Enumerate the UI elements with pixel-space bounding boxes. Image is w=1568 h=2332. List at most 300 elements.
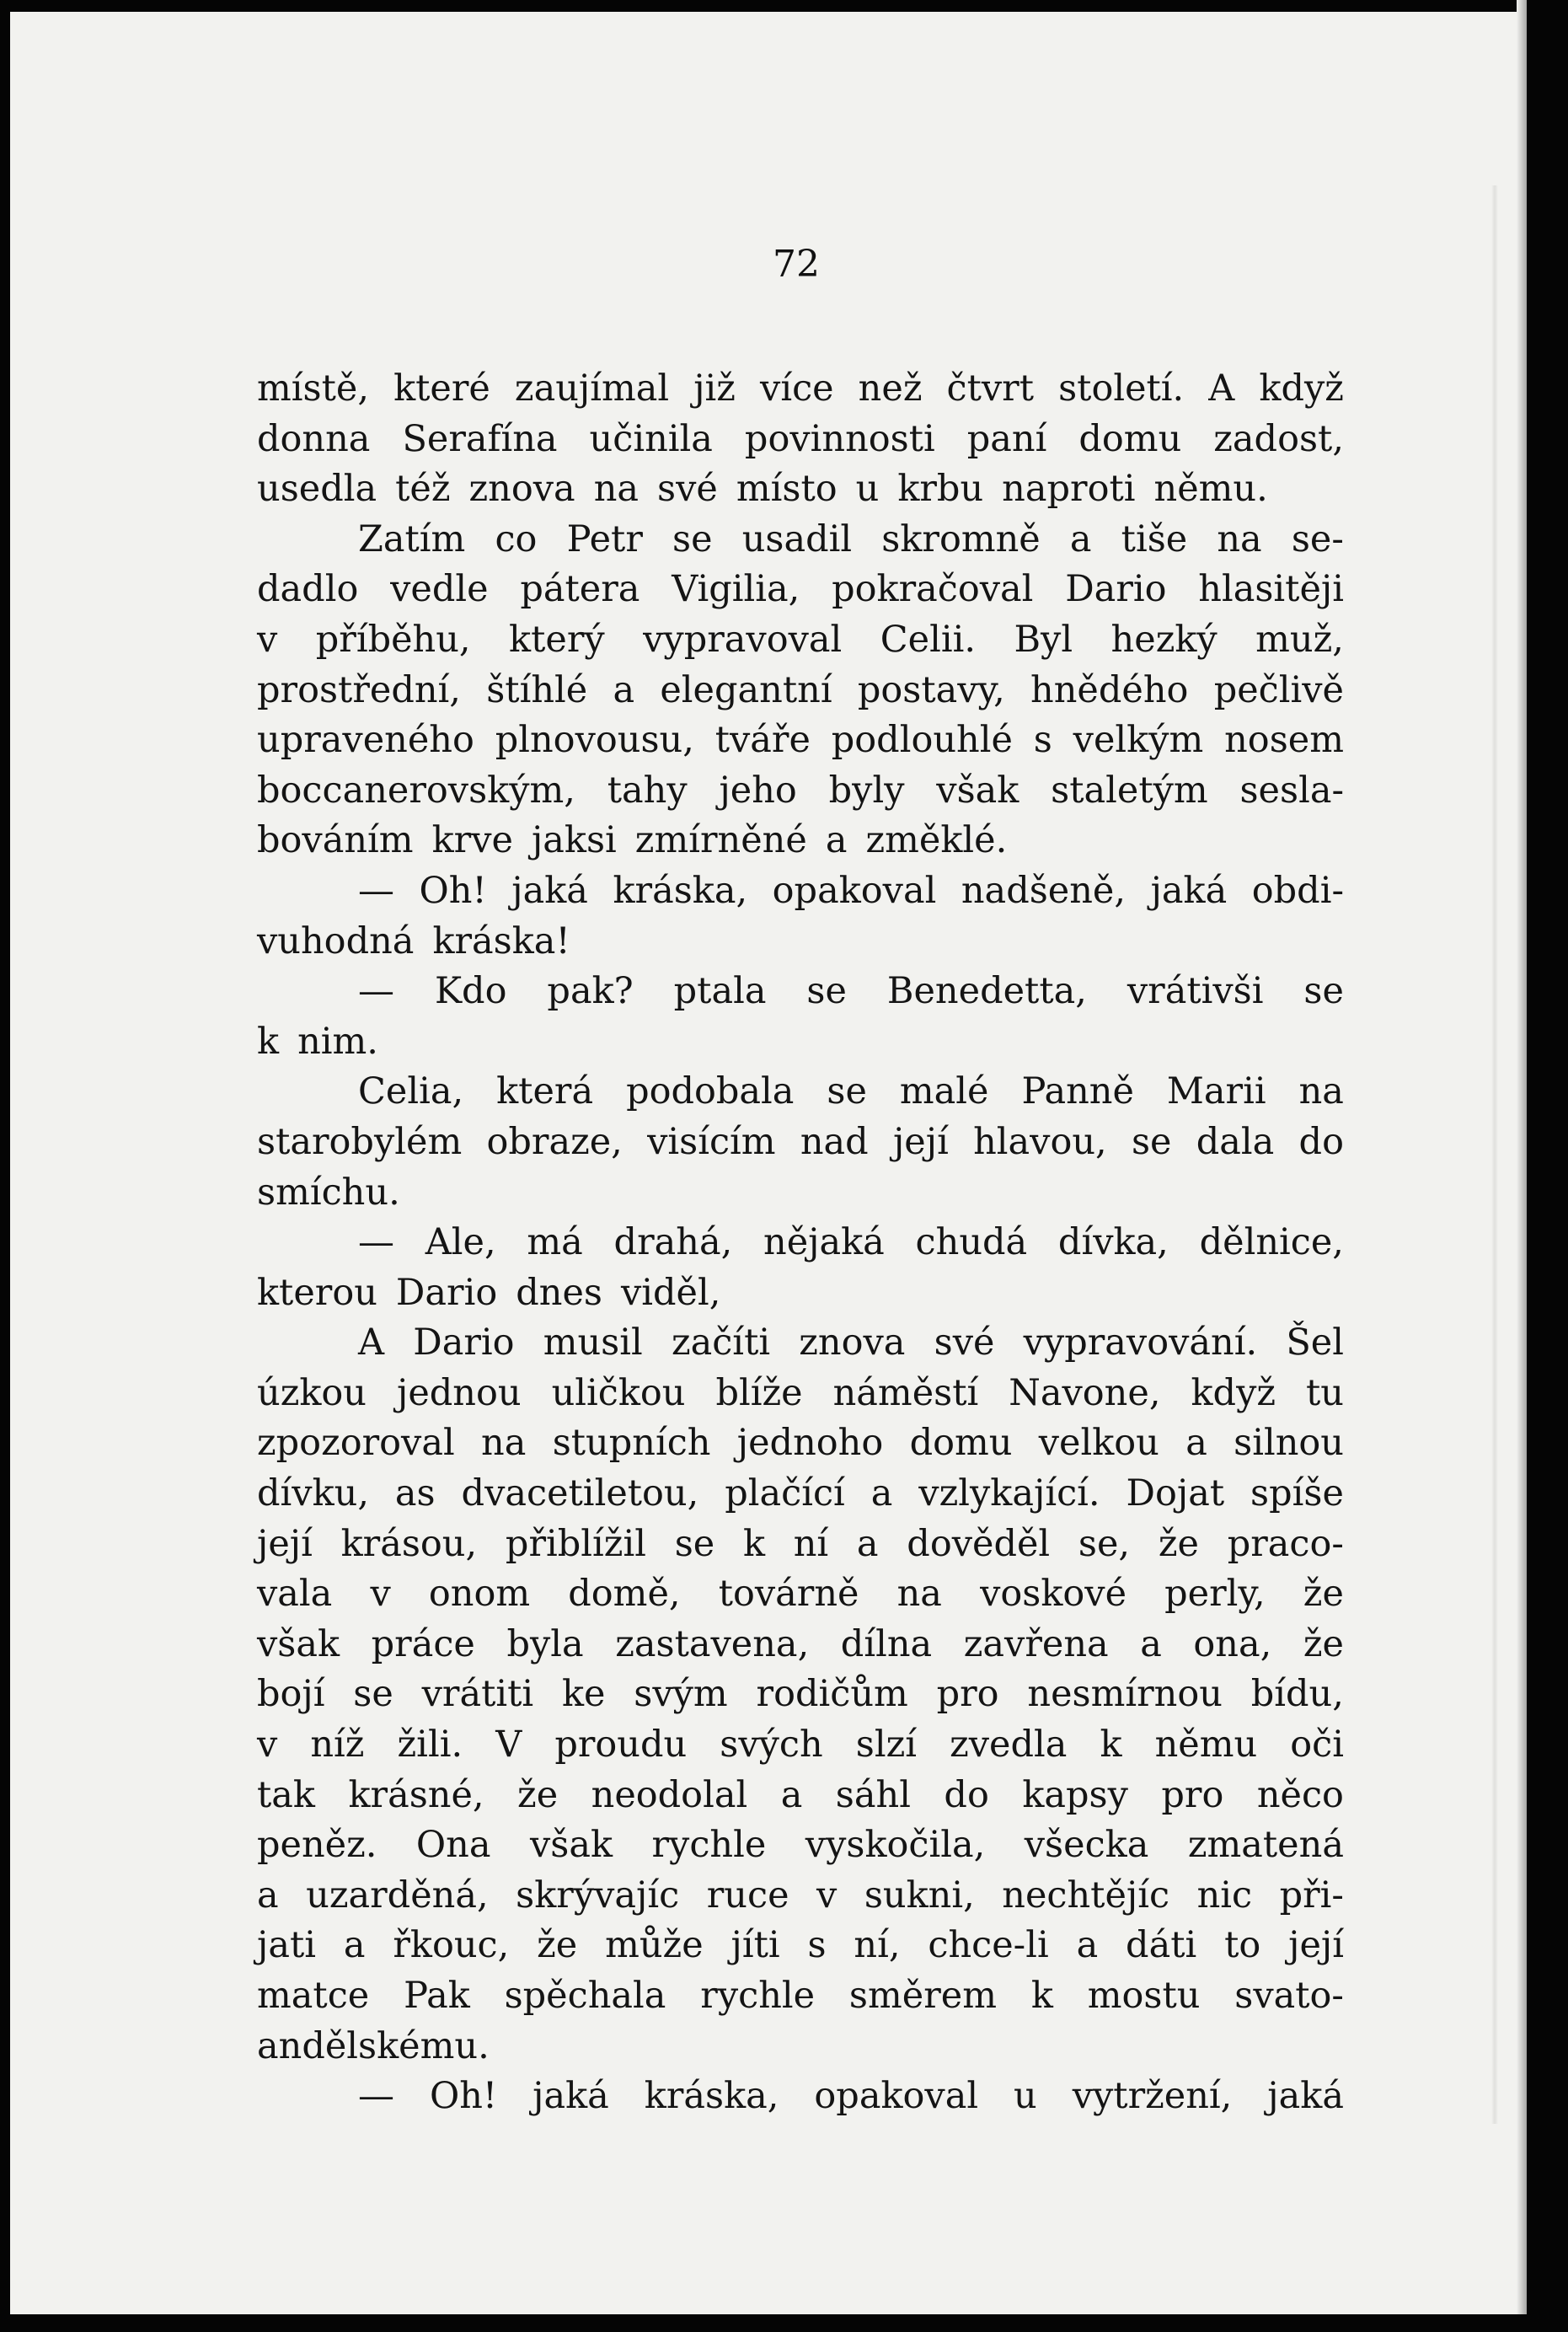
word: na <box>1217 517 1262 560</box>
word: se <box>827 1070 867 1113</box>
word: kapsy <box>1022 1773 1128 1816</box>
word: a <box>1069 517 1092 560</box>
word: velkou <box>1038 1422 1159 1465</box>
word: zastavena, <box>615 1622 810 1665</box>
word: zavřena <box>963 1622 1109 1665</box>
word: podobala <box>626 1070 795 1113</box>
scan-border-left <box>0 0 10 2332</box>
word: a <box>780 1773 803 1816</box>
word: níž <box>310 1724 365 1766</box>
word: jaksi <box>531 819 617 862</box>
word: a <box>856 1522 879 1565</box>
word: Serafína <box>402 417 558 460</box>
word: ní, <box>854 1924 901 1967</box>
word: krásné, <box>348 1773 484 1816</box>
word: dívku, <box>257 1472 369 1515</box>
word: která <box>496 1070 594 1113</box>
word: Dojat <box>1126 1472 1225 1515</box>
text-line <box>257 1820 1344 1871</box>
word: hlasitěji <box>1198 568 1344 611</box>
word: nějaká <box>763 1221 885 1264</box>
page-fold-shadow <box>1491 185 1498 2124</box>
word: všecka <box>1024 1824 1149 1867</box>
word: Benedetta, <box>886 970 1087 1013</box>
text-line <box>257 1369 1344 1419</box>
word: žili. <box>397 1724 463 1766</box>
word: vuhodná <box>257 919 415 962</box>
word: mostu <box>1087 1975 1201 2017</box>
word: sáhl <box>835 1773 911 1816</box>
word: vytržení, <box>1072 2075 1233 2118</box>
word: starobylém <box>257 1120 463 1163</box>
word: domě, <box>568 1573 681 1616</box>
word: místo <box>736 468 838 511</box>
word: ruce <box>706 1874 789 1917</box>
word: ke <box>561 1673 606 1716</box>
word: ní <box>793 1522 829 1565</box>
text-line <box>257 1118 1344 1168</box>
word: práce <box>371 1622 475 1665</box>
text-line <box>257 716 1344 766</box>
word: že <box>1303 1622 1344 1665</box>
word: a <box>257 1874 279 1917</box>
word: dvacetiletou, <box>461 1472 699 1515</box>
word: uzarděná, <box>306 1874 489 1917</box>
word: Celii. <box>880 618 977 661</box>
word: rychle <box>700 1975 816 2017</box>
word: více <box>760 367 834 410</box>
word: dělnice, <box>1199 1221 1344 1264</box>
word: spíše <box>1250 1472 1344 1515</box>
word: Oh! <box>429 2075 498 2118</box>
word: ona, <box>1193 1622 1272 1665</box>
word: nesmírnou <box>1027 1673 1223 1716</box>
text-line <box>257 2072 1344 2122</box>
text-line <box>257 1268 1344 1319</box>
word: viděl, <box>620 1271 721 1314</box>
text-line <box>257 565 1344 615</box>
page-number: 72 <box>773 243 820 286</box>
word: začíti <box>671 1321 771 1364</box>
word: jaká <box>511 869 588 912</box>
word: když <box>1259 367 1344 410</box>
word: visícím <box>647 1120 776 1163</box>
word: Vigilia, <box>672 568 800 611</box>
word: donna <box>257 417 371 460</box>
word: vzlykající. <box>918 1472 1100 1515</box>
word: náměstí <box>832 1371 979 1414</box>
word: Dario <box>395 1271 498 1314</box>
word: němu. <box>1153 468 1268 511</box>
word: přiblížil <box>505 1522 646 1565</box>
word: usadil <box>741 517 853 560</box>
word: však <box>257 1622 340 1665</box>
word: rychle <box>651 1824 767 1867</box>
word: malé <box>899 1070 989 1113</box>
word: němu <box>1154 1724 1258 1766</box>
word: dadlo <box>257 568 359 611</box>
word: velkým <box>1073 719 1204 762</box>
word: Pak <box>404 1975 470 2017</box>
word: dílna <box>840 1622 933 1665</box>
text-line <box>257 1871 1344 1922</box>
text-line <box>257 1168 1344 1219</box>
word: chudá <box>915 1221 1028 1264</box>
word: se, <box>1078 1522 1131 1565</box>
word: pátera <box>520 568 640 611</box>
scan-border-right <box>1527 0 1568 2332</box>
word: tiše <box>1121 517 1188 560</box>
word: jednou <box>396 1371 522 1414</box>
word: domu <box>1078 417 1182 460</box>
word: praco- <box>1227 1522 1344 1565</box>
word: vypravoval <box>643 618 843 661</box>
text-line <box>257 816 1344 866</box>
word: — <box>358 970 394 1013</box>
scan-border-bottom <box>0 2314 1568 2332</box>
text-line <box>257 666 1344 716</box>
word: staletým <box>1051 769 1208 812</box>
word: směrem <box>848 1975 997 2017</box>
word: Dario <box>1065 568 1167 611</box>
word: tahy <box>607 769 688 812</box>
text-line <box>257 464 1344 515</box>
word: bojí <box>257 1673 325 1716</box>
word: a <box>825 819 848 862</box>
word: nic <box>1196 1874 1253 1917</box>
word: který <box>509 618 605 661</box>
text-line <box>257 1620 1344 1670</box>
word: svých <box>720 1724 823 1766</box>
text-line <box>257 1218 1344 1268</box>
text-line <box>257 1067 1344 1118</box>
word: jaká <box>532 2075 609 2118</box>
word: ptala <box>673 970 767 1013</box>
word: silnou <box>1234 1422 1344 1465</box>
word: usedla <box>257 468 377 511</box>
word: obraze, <box>486 1120 623 1163</box>
word: elegantní <box>660 668 832 711</box>
word: kráska! <box>432 919 570 962</box>
word: proudu <box>554 1724 688 1766</box>
word: V <box>495 1724 522 1766</box>
word: se <box>353 1673 393 1716</box>
word: její <box>892 1120 949 1163</box>
word: Ona <box>415 1824 491 1867</box>
text-line <box>257 866 1344 917</box>
text-line <box>257 1720 1344 1771</box>
word: že <box>537 1924 578 1967</box>
text-line <box>257 1520 1344 1570</box>
word: zmírněné <box>634 819 807 862</box>
word: a <box>343 1924 366 1967</box>
word: pečlivě <box>1213 668 1344 711</box>
word: zvedla <box>950 1724 1068 1766</box>
word: vrátivši <box>1126 970 1264 1013</box>
word: své <box>934 1321 995 1364</box>
word: tu <box>1306 1371 1344 1414</box>
word: svým <box>634 1673 728 1716</box>
word: smíchu. <box>257 1171 400 1214</box>
word: to <box>1224 1924 1261 1967</box>
word: uličkou <box>551 1371 686 1414</box>
word: chce-li <box>928 1924 1049 1967</box>
word: boccanerovským, <box>257 769 575 812</box>
word: neodolal <box>591 1773 748 1816</box>
word: hlavou, <box>973 1120 1107 1163</box>
word: však <box>936 769 1019 812</box>
word: se <box>672 517 713 560</box>
word: Navone, <box>1009 1371 1161 1414</box>
word: nadšeně, <box>961 869 1126 912</box>
word: krbu <box>897 468 984 511</box>
word: kterou <box>257 1271 377 1314</box>
word: byly <box>828 769 905 812</box>
word: tváře <box>714 719 811 762</box>
word: své <box>657 468 718 511</box>
word: s <box>807 1924 827 1967</box>
word: skromně <box>881 517 1041 560</box>
word: slzí <box>855 1724 917 1766</box>
word: A <box>1208 367 1235 410</box>
word: jeho <box>719 769 797 812</box>
word: plačící <box>725 1472 845 1515</box>
word: bídu, <box>1250 1673 1344 1716</box>
word: do <box>944 1773 989 1816</box>
word: andělskému. <box>257 2024 490 2067</box>
text-line <box>257 415 1344 465</box>
word: voskové <box>980 1573 1127 1616</box>
word: Byl <box>1014 618 1073 661</box>
text-line <box>257 1670 1344 1720</box>
word: k <box>1030 1975 1053 2017</box>
word: továrně <box>718 1573 859 1616</box>
word: rodičům <box>756 1673 908 1716</box>
word: její <box>1288 1924 1344 1967</box>
word: musil <box>543 1321 643 1364</box>
word: Oh! <box>419 869 487 912</box>
word: dáti <box>1126 1924 1197 1967</box>
word: krve <box>431 819 513 862</box>
word: jednoho <box>736 1422 884 1465</box>
word: zpozoroval <box>257 1422 455 1465</box>
word: postavy, <box>857 668 1005 711</box>
word: Petr <box>566 517 643 560</box>
word: vyskočila, <box>805 1824 986 1867</box>
word: jaká <box>1150 869 1228 912</box>
word: pak? <box>547 970 634 1013</box>
text-line <box>257 364 1344 415</box>
text-line <box>257 515 1344 566</box>
word: však <box>529 1824 613 1867</box>
word: nad <box>800 1120 869 1163</box>
word: skrývajíc <box>516 1874 680 1917</box>
word: vrátiti <box>421 1673 534 1716</box>
word: pokračoval <box>832 568 1034 611</box>
word: sukni, <box>864 1874 975 1917</box>
word: jíti <box>730 1924 780 1967</box>
word: naproti <box>1002 468 1136 511</box>
word: v <box>257 618 278 661</box>
word: stupních <box>552 1422 711 1465</box>
word: dívka, <box>1057 1221 1169 1264</box>
word: kráska, <box>644 2075 779 2118</box>
text-line <box>257 1771 1344 1821</box>
word: století. <box>1058 367 1185 410</box>
word: v <box>370 1573 391 1616</box>
word: v <box>816 1874 838 1917</box>
word: Zatím <box>358 517 466 560</box>
word: Šel <box>1286 1321 1344 1364</box>
word: opakoval <box>772 869 937 912</box>
word: s <box>1033 719 1052 762</box>
word: prostřední, <box>257 668 461 711</box>
word: jaká <box>1267 2075 1344 2118</box>
word: matce <box>257 1975 370 2017</box>
word: na <box>896 1573 942 1616</box>
word: k <box>742 1522 765 1565</box>
text-line <box>257 2022 1344 2072</box>
word: na <box>1298 1070 1344 1113</box>
word: než <box>858 367 923 410</box>
text-line <box>257 1921 1344 1971</box>
word: znova <box>468 468 575 511</box>
word: — <box>358 2075 394 2118</box>
word: svato- <box>1234 1975 1344 2017</box>
word: upraveného <box>257 719 474 762</box>
word: zaujímal <box>514 367 670 410</box>
word: onom <box>428 1573 531 1616</box>
word: na <box>593 468 640 511</box>
word: plnovousu, <box>495 719 694 762</box>
word: do <box>1298 1120 1344 1163</box>
word: oči <box>1290 1724 1344 1766</box>
word: dala <box>1196 1120 1275 1163</box>
text-line <box>257 1418 1344 1469</box>
word: spěchala <box>504 1975 666 2017</box>
word: její <box>257 1522 313 1565</box>
word: a <box>1076 1924 1099 1967</box>
word: k <box>257 1020 280 1063</box>
word: změklé. <box>865 819 1008 862</box>
word: Kdo <box>434 970 507 1013</box>
word: se <box>806 970 847 1013</box>
word: paní <box>966 417 1047 460</box>
word: blíže <box>715 1371 803 1414</box>
word: co <box>495 517 538 560</box>
word: již <box>693 367 736 410</box>
word: na <box>481 1422 527 1465</box>
word: hezký <box>1110 618 1217 661</box>
word: A <box>358 1321 385 1364</box>
word: — <box>358 869 394 912</box>
word: — <box>358 1221 394 1264</box>
word: se- <box>1291 517 1344 560</box>
word: u <box>1014 2075 1037 2118</box>
word: které <box>393 367 490 410</box>
word: byla <box>506 1622 584 1665</box>
word: tak <box>257 1773 315 1816</box>
word: též <box>395 468 451 511</box>
word: Celia, <box>358 1070 464 1113</box>
word: že <box>1303 1573 1344 1616</box>
word: dověděl <box>907 1522 1051 1565</box>
word: kráska, <box>613 869 748 912</box>
word: Marii <box>1166 1070 1266 1113</box>
word: a <box>1185 1422 1207 1465</box>
word: podlouhlé <box>831 719 1013 762</box>
text-line <box>257 917 1344 968</box>
text-line <box>257 615 1344 666</box>
word: v <box>257 1724 278 1766</box>
word: řkouc, <box>393 1924 510 1967</box>
word: obdi- <box>1251 869 1344 912</box>
word: něco <box>1256 1773 1344 1816</box>
word: jati <box>257 1924 317 1967</box>
text-line <box>257 1971 1344 2022</box>
word: vedle <box>390 568 489 611</box>
text-line <box>257 1017 1344 1068</box>
word: vala <box>257 1573 333 1616</box>
word: místě, <box>257 367 369 410</box>
word: a <box>613 668 635 711</box>
word: se <box>1131 1120 1172 1163</box>
word: krásou, <box>340 1522 478 1565</box>
word: zmatená <box>1187 1824 1344 1867</box>
word: as <box>394 1472 436 1515</box>
word: sesla- <box>1239 769 1344 812</box>
word: že <box>517 1773 559 1816</box>
word: peněz. <box>257 1824 377 1867</box>
text-line <box>257 1469 1344 1520</box>
word: příběhu, <box>315 618 471 661</box>
word: perly, <box>1164 1573 1266 1616</box>
word: nosem <box>1224 719 1344 762</box>
word: k <box>1100 1724 1122 1766</box>
word: domu <box>909 1422 1013 1465</box>
text-line <box>257 766 1344 817</box>
word: dnes <box>516 1271 602 1314</box>
scan-border-top <box>0 0 1568 12</box>
word: a <box>1140 1622 1162 1665</box>
text-line <box>257 1569 1344 1620</box>
word: Dario <box>413 1321 515 1364</box>
word: pro <box>1161 1773 1224 1816</box>
word: drahá, <box>613 1221 733 1264</box>
word: a <box>870 1472 893 1515</box>
text-line <box>257 1318 1344 1369</box>
word: se <box>1303 970 1344 1013</box>
word: muž, <box>1255 618 1344 661</box>
word: bováním <box>257 819 414 862</box>
word: vypravování. <box>1023 1321 1258 1364</box>
word: při- <box>1279 1874 1344 1917</box>
word: štíhlé <box>486 668 588 711</box>
word: může <box>605 1924 704 1967</box>
word: se <box>674 1522 715 1565</box>
word: čtvrt <box>946 367 1035 410</box>
word: znova <box>799 1321 906 1364</box>
word: hnědého <box>1030 668 1189 711</box>
word: učinila <box>589 417 713 460</box>
word: má <box>527 1221 583 1264</box>
word: zadost, <box>1213 417 1344 460</box>
word: úzkou <box>257 1371 367 1414</box>
word: u <box>855 468 880 511</box>
text-line <box>257 967 1344 1017</box>
word: když <box>1191 1371 1276 1414</box>
body-text <box>257 364 1344 2122</box>
